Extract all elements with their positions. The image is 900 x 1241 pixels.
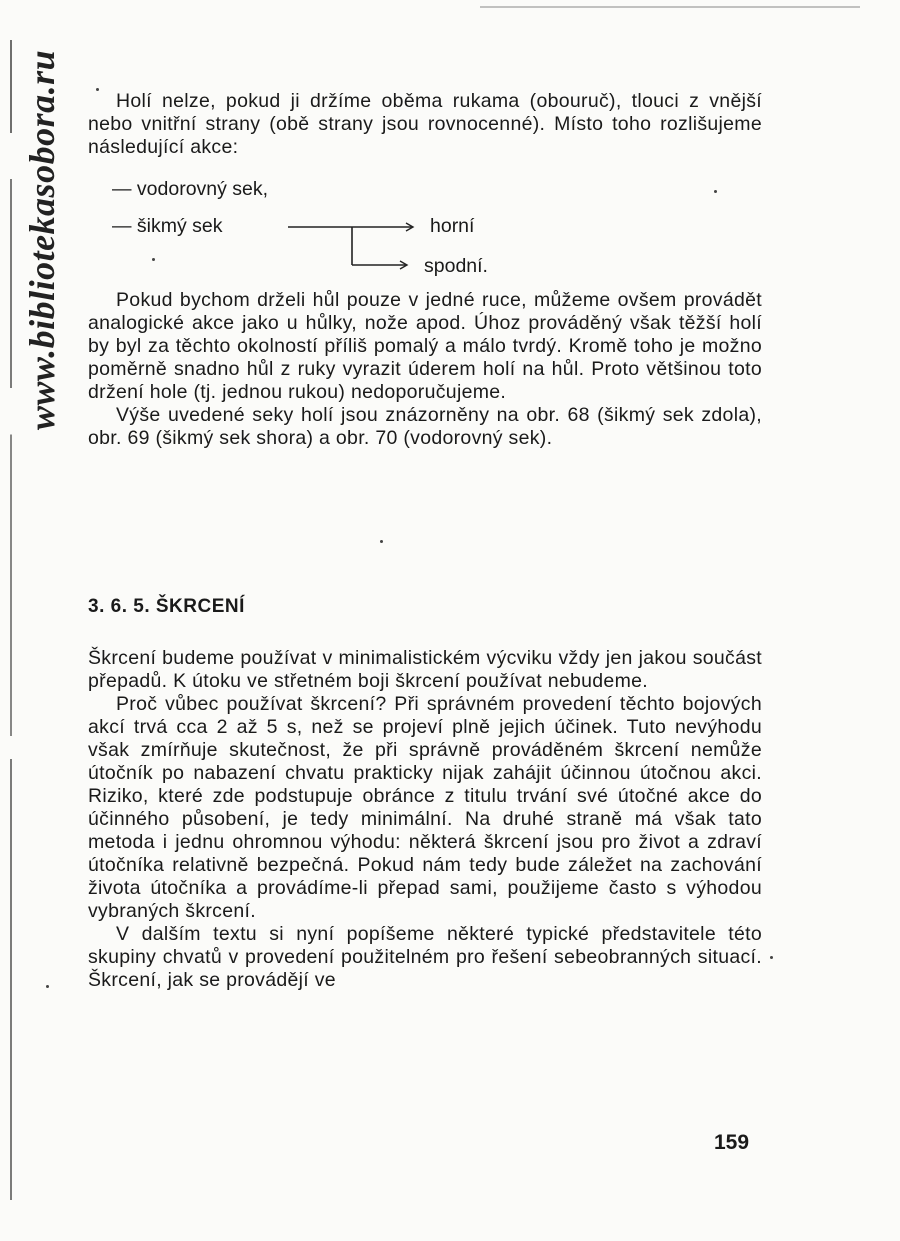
paragraph: Proč vůbec používat škrcení? Při správném provedení těchto bojových akcí trvá cca 2 až 5 s, než se projeví plně jejich účinek. Tuto nevýhodu však zmírňuje skutečnost, že při správně prováděném škrcení nemůže útočník po nabazení chvatu prakticky nijak zahájit účinnou útočnou akci. Riziko, které zde podstupuje obránce z titulu trvání své útočné akce do účinného působení, je tedy minimální. Na druhé straně má však tato metoda i jednu ohromnou výhodu: některá škrcení jsou pro život a zdraví útočníka relativně bezpečná. Pokud nám tedy bude záležet na zachování života útočníka a provádíme-li přepad sami, použijeme často s výhodou vybraných škrcení. — [88, 693, 762, 922]
list-item-label: — šikmý sek — [112, 215, 223, 237]
paragraph: V dalším textu si nyní popíšeme některé typické představitele této skupiny chvatů v provedení použitelném pro řešení sebeobranných situací. Škrcení, jak se provádějí ve — [88, 923, 762, 991]
scan-speck — [770, 956, 773, 959]
watermark-text: www.bibliotekasobora.ru — [22, 49, 62, 431]
scan-edge-line — [10, 40, 12, 1200]
paragraph-block-2 — [88, 289, 762, 450]
scan-top-line — [480, 6, 860, 8]
branch-diagram — [288, 215, 428, 271]
scan-speck — [152, 258, 155, 261]
list-item-label: — vodorovný sek, — [112, 178, 269, 200]
section-heading: 3. 6. 5. ŠKRCENÍ — [88, 596, 245, 617]
list-item-branch — [112, 215, 572, 275]
page-number: 159 — [714, 1131, 750, 1154]
paragraph-block-1 — [88, 90, 762, 159]
paragraph-block-3 — [88, 647, 762, 992]
scan-speck — [46, 985, 49, 988]
branch-label-upper: horní — [430, 215, 475, 237]
scan-speck — [714, 190, 717, 193]
branch-label-lower: spodní. — [424, 255, 488, 277]
paragraph: Holí nelze, pokud ji držíme oběma rukama (obouruč), tlouci z vnější nebo vnitřní strany (obě strany jsou rovnocenné). Místo toho rozlišujeme následující akce: — [88, 90, 762, 158]
paragraph: Pokud bychom drželi hůl pouze v jedné ruce, můžeme ovšem provádět analogické akce jako u hůlky, nože apod. Úhoz prováděný však těžší holí by byl za těchto okolností příliš pomalý a málo tvrdý. Kromě toho je možno poměrně snadno hůl z ruky vyrazit úderem holí na hůl. Proto většinou toto držení hole (tj. jednou rukou) nedoporučujeme. — [88, 289, 762, 403]
scan-speck — [96, 88, 99, 91]
paragraph: Výše uvedené seky holí jsou znázorněny na obr. 68 (šikmý sek zdola), obr. 69 (šikmý sek shora) a obr. 70 (vodorovný sek). — [88, 404, 762, 449]
list-item — [112, 178, 268, 201]
scan-speck — [380, 540, 383, 543]
paragraph: Škrcení budeme používat v minimalistickém výcviku vždy jen jakou součást přepadů. K útoku ve střetném boji škrcení používat nebudeme. — [88, 647, 762, 692]
